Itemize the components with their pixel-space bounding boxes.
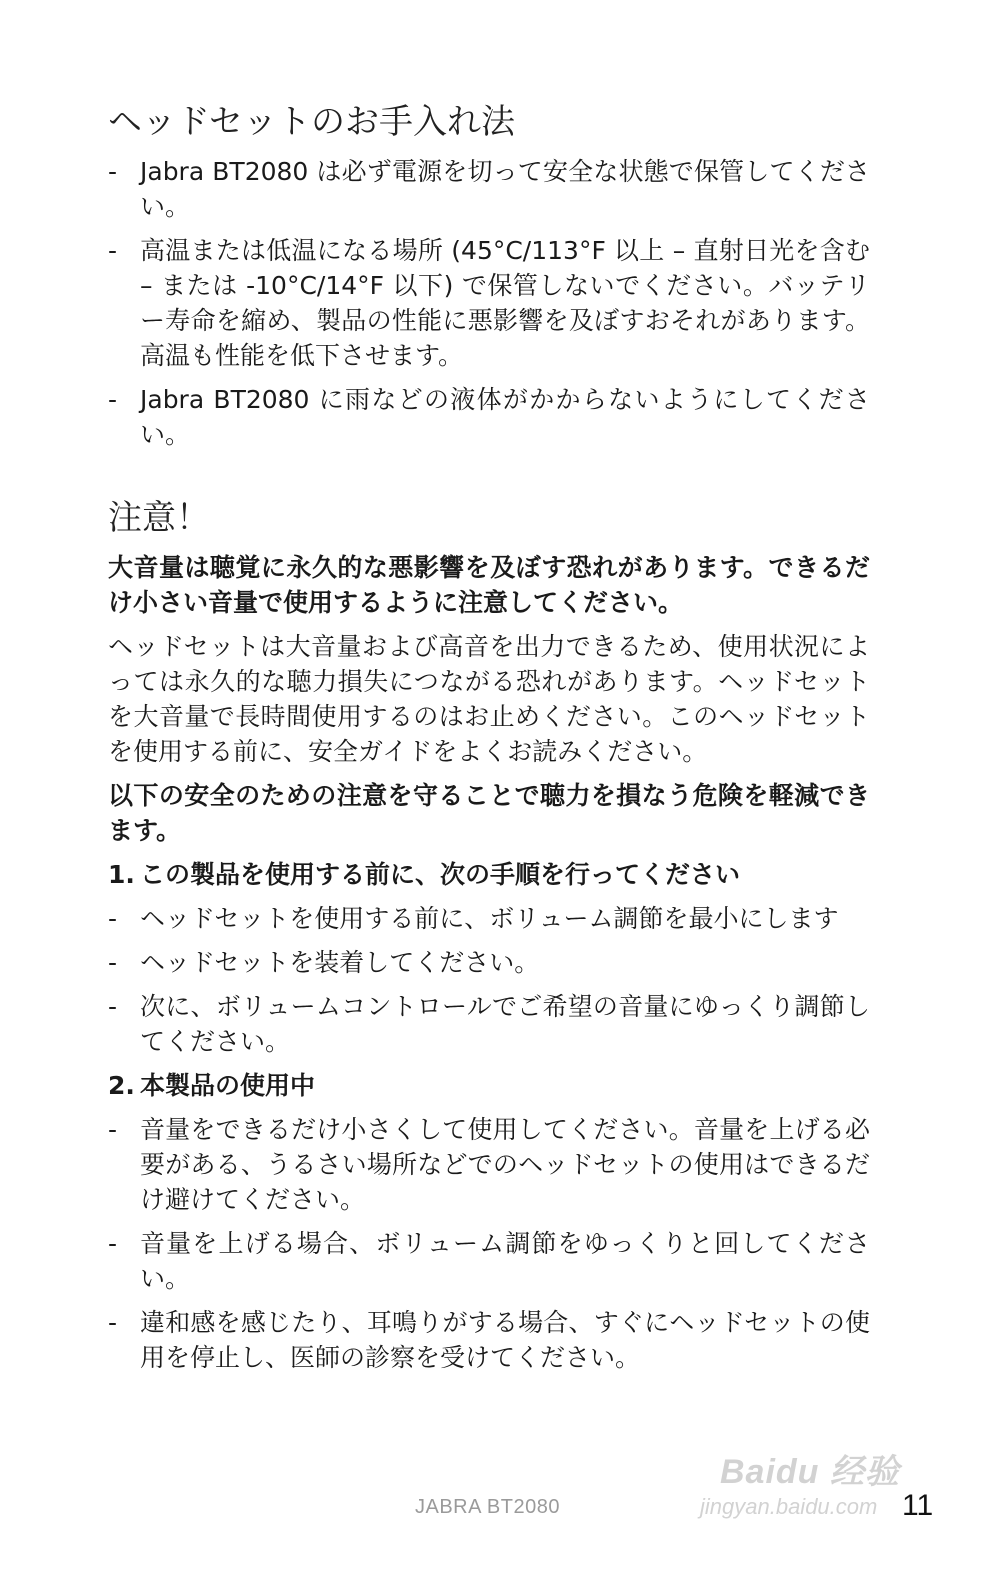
watermark-url: jingyan.baidu.com [700, 1494, 878, 1519]
list-item: - 音量をできるだけ小さくして使用してください。音量を上げる必要がある、うるさい場所などでのヘッドセットの使用はできるだけ避けてください。 [108, 1112, 870, 1217]
step-1-list [108, 901, 870, 1059]
list-item: - 次に、ボリュームコントロールでご希望の音量にゆっくり調節してください。 [108, 989, 870, 1059]
dash-bullet: - [108, 1229, 118, 1258]
dash-bullet: - [108, 157, 118, 186]
page-content [108, 98, 870, 1384]
dash-bullet: - [108, 948, 118, 977]
list-item: - ヘッドセットを使用する前に、ボリューム調節を最小にします [108, 901, 870, 936]
footer-brand: JABRA BT2080 [415, 1496, 560, 1518]
care-list [108, 154, 870, 452]
warning-statement: 大音量は聴覚に永久的な悪影響を及ぼす恐れがあります。できるだけ小さい音量で使用するように注意してください。 [108, 553, 870, 617]
dash-bullet: - [108, 992, 118, 1021]
watermark-logo: Baidu 经验 [720, 1453, 900, 1491]
dash-bullet: - [108, 1115, 118, 1144]
list-item: - 音量を上げる場合、ボリューム調節をゆっくりと回してください。 [108, 1226, 870, 1296]
care-section-title: ヘッドセットのお手入れ法 [108, 102, 515, 142]
step-number: 2. [108, 1071, 135, 1100]
step-number: 1. [108, 860, 135, 889]
warning-paragraph: ヘッドセットは大音量および高音を出力できるため、使用状況によっては永久的な聴力損失につながる恐れがあります。ヘッドセットを大音量で長時間使用するのはお止めください。このヘッドセットを使用する前に、安全ガイドをよくお読みください。 [108, 632, 870, 766]
dash-bullet: - [108, 236, 118, 265]
step-1-title: 1. この製品を使用する前に、次の手順を行ってください [108, 857, 870, 892]
list-item: - Jabra BT2080 に雨などの液体がかからないようにしてください。 [108, 382, 870, 452]
caution-section-title: 注意！ [108, 498, 210, 538]
list-item: - ヘッドセットを装着してください。 [108, 945, 870, 980]
list-item: - 違和感を感じたり、耳鳴りがする場合、すぐにヘッドセットの使用を停止し、医師の診察を受けてください。 [108, 1305, 870, 1375]
baidu-watermark [700, 1440, 930, 1530]
list-item: - Jabra BT2080 は必ず電源を切って安全な状態で保管してください。 [108, 154, 870, 224]
dash-bullet: - [108, 385, 118, 414]
dash-bullet: - [108, 904, 118, 933]
precaution-statement: 以下の安全のための注意を守ることで聴力を損なう危険を軽減できます。 [108, 781, 870, 845]
step-2-list [108, 1112, 870, 1375]
list-item: - 高温または低温になる場所 (45°C/113°F 以上 – 直射日光を含む – または -10°C/14°F 以下) で保管しないでください。バッテリー寿命を縮め、製品の性能に悪影響を及ぼすおそれがあります。高温も性能を低下させます。 [108, 233, 870, 373]
step-2-title: 2. 本製品の使用中 [108, 1068, 870, 1103]
page-number: 11 [902, 1489, 934, 1522]
dash-bullet: - [108, 1308, 118, 1337]
